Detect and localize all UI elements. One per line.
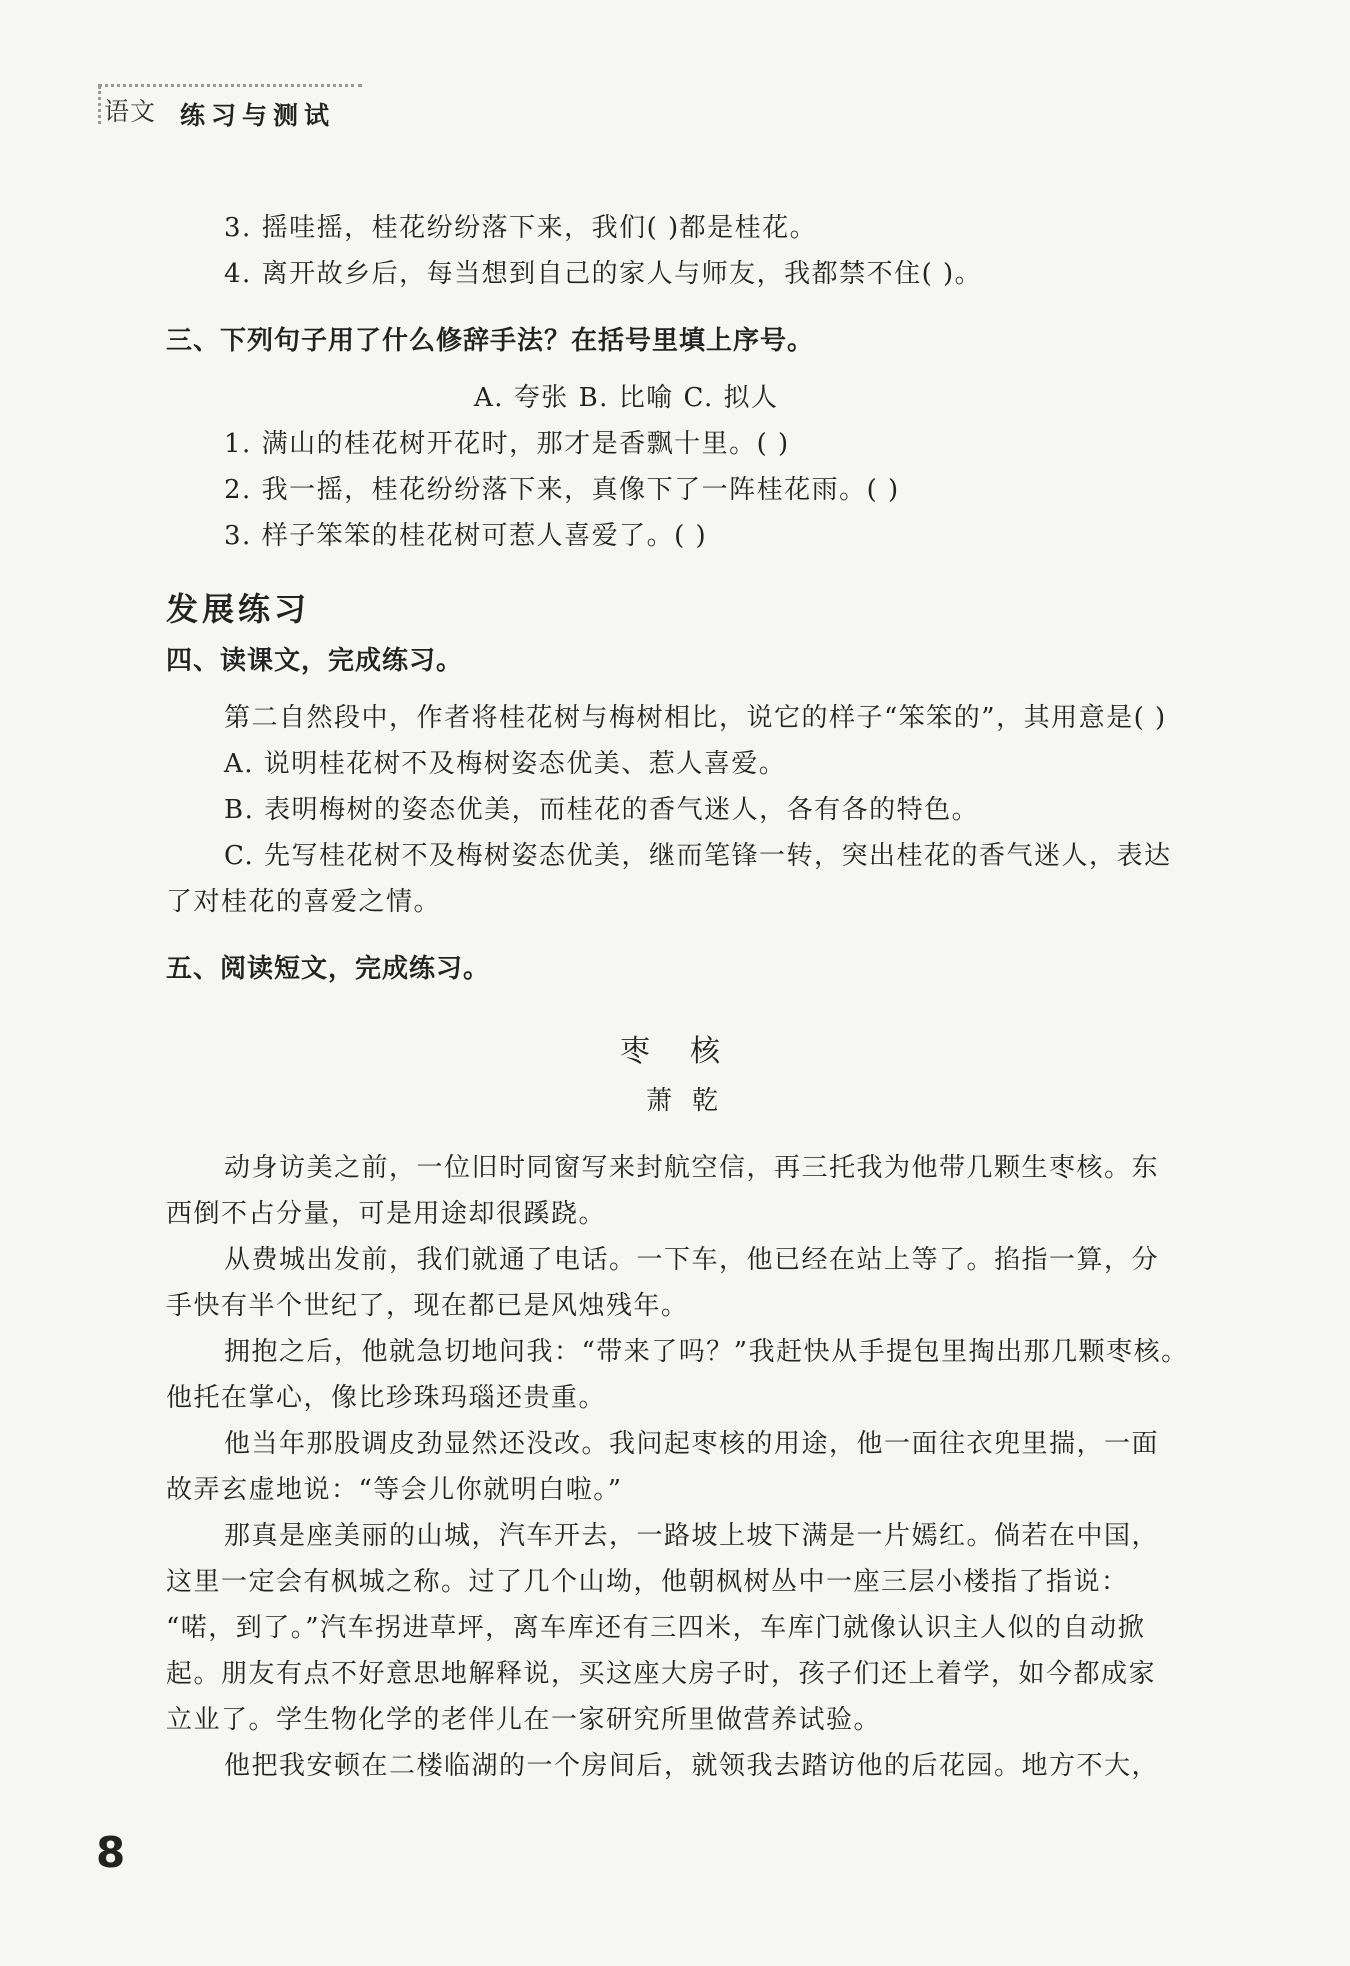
article-title: 枣核 bbox=[620, 1034, 760, 1069]
article-line: 那真是座美丽的山城，汽车开去，一路坡上坡下满是一片嫣红。倘若在中国， bbox=[224, 1521, 1160, 1551]
answer-option: C. 先写桂花树不及梅树姿态优美，继而笔锋一转，突出桂花的香气迷人，表达 bbox=[224, 841, 1172, 871]
question-line: 2. 我一摇，桂花纷纷落下来，真像下了一阵桂花雨。( ) bbox=[224, 475, 900, 505]
development-heading: 发展练习 bbox=[166, 590, 311, 628]
article-line: 起。朋友有点不好意思地解释说，买这座大房子时，孩子们还上着学，如今都成家 bbox=[166, 1659, 1157, 1689]
answer-option: 了对桂花的喜爱之情。 bbox=[166, 887, 442, 917]
article-line: 他托在掌心，像比珍珠玛瑙还贵重。 bbox=[166, 1383, 607, 1413]
question-line: 1. 满山的桂花树开花时，那才是香飘十里。( ) bbox=[224, 429, 790, 459]
question-line: 4. 离开故乡后，每当想到自己的家人与师友，我都禁不住( )。 bbox=[224, 259, 983, 289]
question-line: 3. 样子笨笨的桂花树可惹人喜爱了。( ) bbox=[224, 521, 708, 551]
article-line: “喏，到了。”汽车拐进草坪，离车库还有三四米，车库门就像认识主人似的自动掀 bbox=[166, 1613, 1146, 1643]
article-line: 立业了。学生物化学的老伴儿在一家研究所里做营养试验。 bbox=[166, 1705, 882, 1735]
section-heading: 三、下列句子用了什么修辞手法？在括号里填上序号。 bbox=[166, 326, 815, 356]
article-line: 拥抱之后，他就急切地问我：“带来了吗？”我赶快从手提包里掏出那几颗枣核。 bbox=[224, 1337, 1189, 1367]
subject-label: 语文 bbox=[104, 97, 157, 126]
article-line: 他当年那股调皮劲显然还没改。我问起枣核的用途，他一面往衣兜里揣，一面 bbox=[224, 1429, 1160, 1459]
article-line: 从费城出发前，我们就通了电话。一下车，他已经在站上等了。掐指一算，分 bbox=[224, 1245, 1160, 1275]
option-list: A. 夸张 B. 比喻 C. 拟人 bbox=[474, 383, 779, 413]
page-number: 8 bbox=[96, 1828, 126, 1877]
section-heading: 四、读课文，完成练习。 bbox=[166, 646, 464, 676]
book-title: 练习与测试 bbox=[180, 101, 336, 130]
section-heading: 五、阅读短文，完成练习。 bbox=[166, 954, 491, 984]
article-line: 他把我安顿在二楼临湖的一个房间后，就领我去踏访他的后花园。地方不大， bbox=[224, 1751, 1160, 1781]
article-author: 萧乾 bbox=[646, 1086, 739, 1116]
answer-option: B. 表明梅树的姿态优美，而桂花的香气迷人，各有各的特色。 bbox=[224, 795, 980, 825]
article-line: 动身访美之前，一位旧时同窗写来封航空信，再三托我为他带几颗生枣核。东 bbox=[224, 1153, 1160, 1183]
article-line: 故弄玄虚地说：“等会儿你就明白啦。” bbox=[166, 1475, 623, 1505]
article-line: 西倒不占分量，可是用途却很蹊跷。 bbox=[166, 1199, 607, 1229]
answer-option: A. 说明桂花树不及梅树姿态优美、惹人喜爱。 bbox=[224, 749, 787, 779]
question-line: 第二自然段中，作者将桂花树与梅树相比，说它的样子“笨笨的”，其用意是( ) bbox=[224, 703, 1167, 733]
article-line: 这里一定会有枫城之称。过了几个山坳，他朝枫树丛中一座三层小楼指了指说： bbox=[166, 1567, 1129, 1597]
article-line: 手快有半个世纪了，现在都已是风烛残年。 bbox=[166, 1291, 689, 1321]
question-line: 3. 摇哇摇，桂花纷纷落下来，我们( )都是桂花。 bbox=[224, 213, 818, 243]
